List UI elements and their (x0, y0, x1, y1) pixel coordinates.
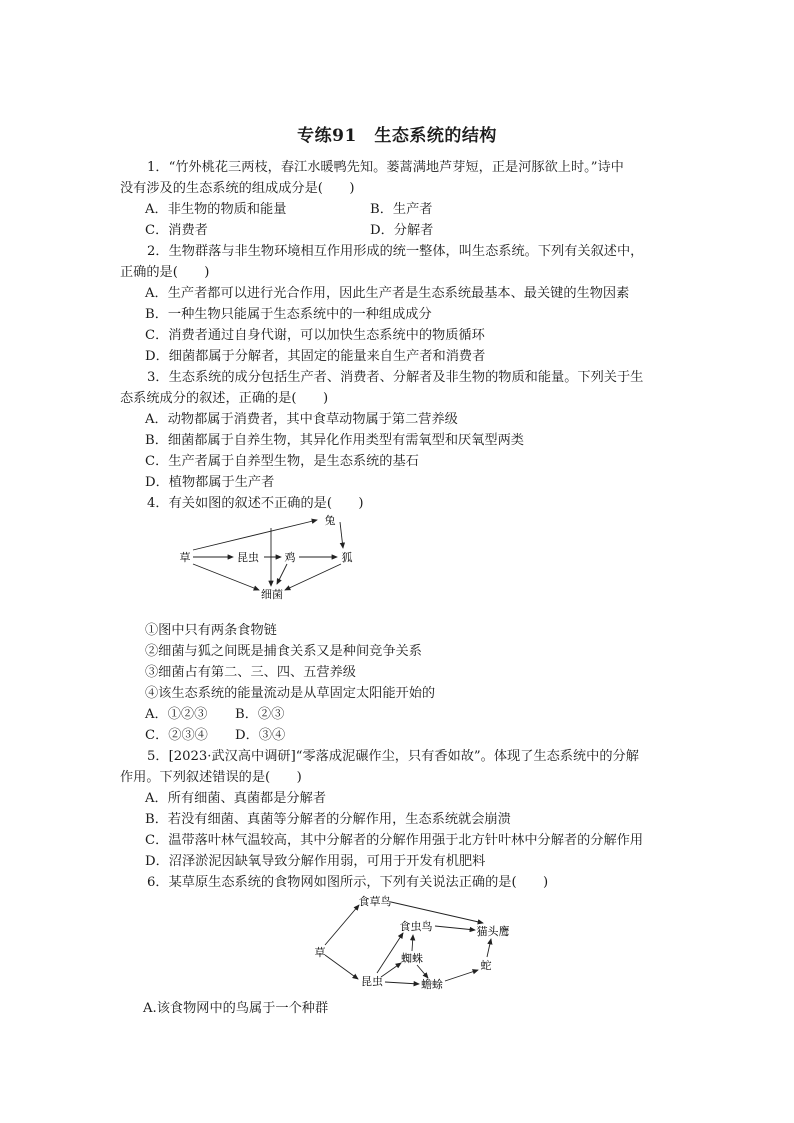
q4-statement-2: ②细菌与狐之间既是捕食关系又是种间竞争关系 (145, 644, 422, 659)
q6-option-a: A.该食物网中的鸟属于一个种群 (143, 1001, 329, 1016)
page-title: 专练91 生态系统的结构 (297, 126, 497, 146)
q1-options-row2 (145, 220, 675, 241)
q3-option-a: A．动物都属于消费者，其中食草动物属于第二营养级 (145, 412, 458, 427)
q4-arrow-fox-bacteria (285, 564, 341, 590)
q2-stem-line2: 正确的是( ) (120, 265, 210, 280)
q6-arrow-spider-toad (417, 965, 428, 978)
q5-option-b: B．若没有细菌、真菌等分解者的分解作用，生态系统就会崩溃 (145, 812, 511, 827)
q6-node-spider: 蜘蛛 (401, 952, 423, 965)
q5-option-d: D．沼泽淤泥因缺氧导致分解作用弱，可用于开发有机肥料 (145, 854, 486, 869)
q6-arrow-insect-toad (385, 982, 419, 984)
q6-food-web-diagram (145, 893, 675, 998)
q4-node-bacteria: 细菌 (261, 588, 283, 601)
q4-option-a: A．①②③ (145, 707, 208, 722)
q4-statement-4: ④该生态系统的能量流动是从草固定太阳能开始的 (145, 686, 436, 701)
q4-food-web-diagram (145, 514, 675, 620)
q4-node-rabbit: 兔 (324, 514, 336, 527)
q4-arrow-rabbit-fox (340, 522, 343, 548)
q4-node-fox: 狐 (341, 551, 353, 564)
q4-food-web-figure (145, 514, 675, 620)
q1-option-b: B．生产者 (370, 202, 433, 217)
question-list (120, 157, 675, 1019)
q6-arrow-grass-grainbird (325, 905, 359, 945)
q4-option-c: C．②③④ (145, 728, 208, 743)
q3-option-c: C．生产者属于自养型生物，是生态系统的基石 (145, 454, 419, 469)
q3-stem-line1: 3．生态系统的成分包括生产者、消费者、分解者及非生物的物质和能量。下列关于生 (147, 370, 644, 385)
q2-option-b: B．一种生物只能属于生态系统中的一种组成成分 (145, 307, 432, 322)
q6-arrow-snake-owl (487, 939, 491, 957)
q6-node-snake: 蛇 (480, 959, 492, 972)
q4-node-grass: 草 (179, 551, 191, 564)
q4-arrow-grass-bacteria (193, 564, 259, 590)
q6-node-insect: 昆虫 (361, 975, 383, 988)
q1-option-a: A．非生物的物质和能量 (145, 202, 287, 217)
q6-arrow-insect-insectbird (377, 933, 403, 973)
q5-stem-line2: 作用。下列叙述错误的是( ) (120, 770, 302, 785)
q4-arrow-grass-rabbit (193, 520, 317, 550)
q6-node-toad: 蟾蜍 (421, 978, 443, 991)
q6-node-grass: 草 (314, 946, 326, 959)
q6-arrow-insect-spider (381, 963, 401, 977)
q2-option-c: C．消费者通过自身代谢，可以加快生态系统中的物质循环 (145, 328, 485, 343)
q2-stem-line1: 2．生物群落与非生物环境相互作用形成的统一整体，叫生态系统。下列有关叙述中， (147, 244, 644, 259)
q4-options-row2 (145, 725, 675, 746)
q4-option-b: B．②③ (235, 707, 285, 722)
q4-arrow-chicken-bacteria (277, 564, 287, 584)
q5-option-c: C．温带落叶林气温较高，其中分解者的分解作用强于北方针叶林中分解者的分解作用 (145, 833, 644, 848)
q1-options-row1 (145, 199, 675, 220)
q1-stem-line2: 没有涉及的生态系统的组成成分是( ) (120, 181, 355, 196)
q1-option-c: C．消费者 (145, 223, 208, 238)
q4-node-insect: 昆虫 (237, 551, 259, 564)
q3-option-d: D．植物都属于生产者 (145, 475, 275, 490)
q4-node-chicken: 鸡 (284, 551, 296, 564)
q2-option-a: A．生产者都可以进行光合作用，因此生产者是生态系统最基本、最关键的生物因素 (145, 286, 630, 301)
q4-stem: 4．有关如图的叙述不正确的是( ) (147, 496, 364, 511)
q6-node-insectivore-bird: 食虫鸟 (399, 920, 433, 933)
q1-option-d: D．分解者 (370, 223, 434, 238)
q4-option-d: D．③④ (235, 728, 286, 743)
q6-arrow-spider-insectbird (412, 935, 413, 951)
q6-arrow-toad-snake (445, 970, 478, 981)
q5-option-a: A．所有细菌、真菌都是分解者 (145, 791, 326, 806)
q6-node-grain-bird: 食草鸟 (358, 895, 392, 908)
q6-stem: 6．某草原生态系统的食物网如图所示，下列有关说法正确的是( ) (147, 875, 549, 890)
q6-node-owl: 猫头鹰 (476, 925, 510, 938)
q4-options-row1 (145, 704, 675, 725)
q4-statement-3: ③细菌占有第二、三、四、五营养级 (145, 665, 356, 680)
q3-option-b: B．细菌都属于自养生物，其异化作用类型有需氧型和厌氧型两类 (145, 433, 524, 448)
q6-food-web-figure (145, 893, 675, 998)
q6-arrow-insectbird-owl (435, 926, 475, 930)
q5-stem-line1: 5．[2023·武汉高中调研]“零落成泥碾作尘，只有香如故”。体现了生态系统中的分解 (147, 749, 639, 764)
q1-stem-line1: 1．“竹外桃花三两枝，春江水暖鸭先知。蒌蒿满地芦芽短，正是河豚欲上时。”诗中 (147, 160, 624, 175)
q3-stem-line2: 态系统成分的叙述，正确的是( ) (120, 391, 329, 406)
q4-statement-1: ①图中只有两条食物链 (145, 623, 277, 638)
q6-arrow-grass-insect (325, 955, 358, 979)
q2-option-d: D．细菌都属于分解者，其固定的能量来自生产者和消费者 (145, 349, 486, 364)
